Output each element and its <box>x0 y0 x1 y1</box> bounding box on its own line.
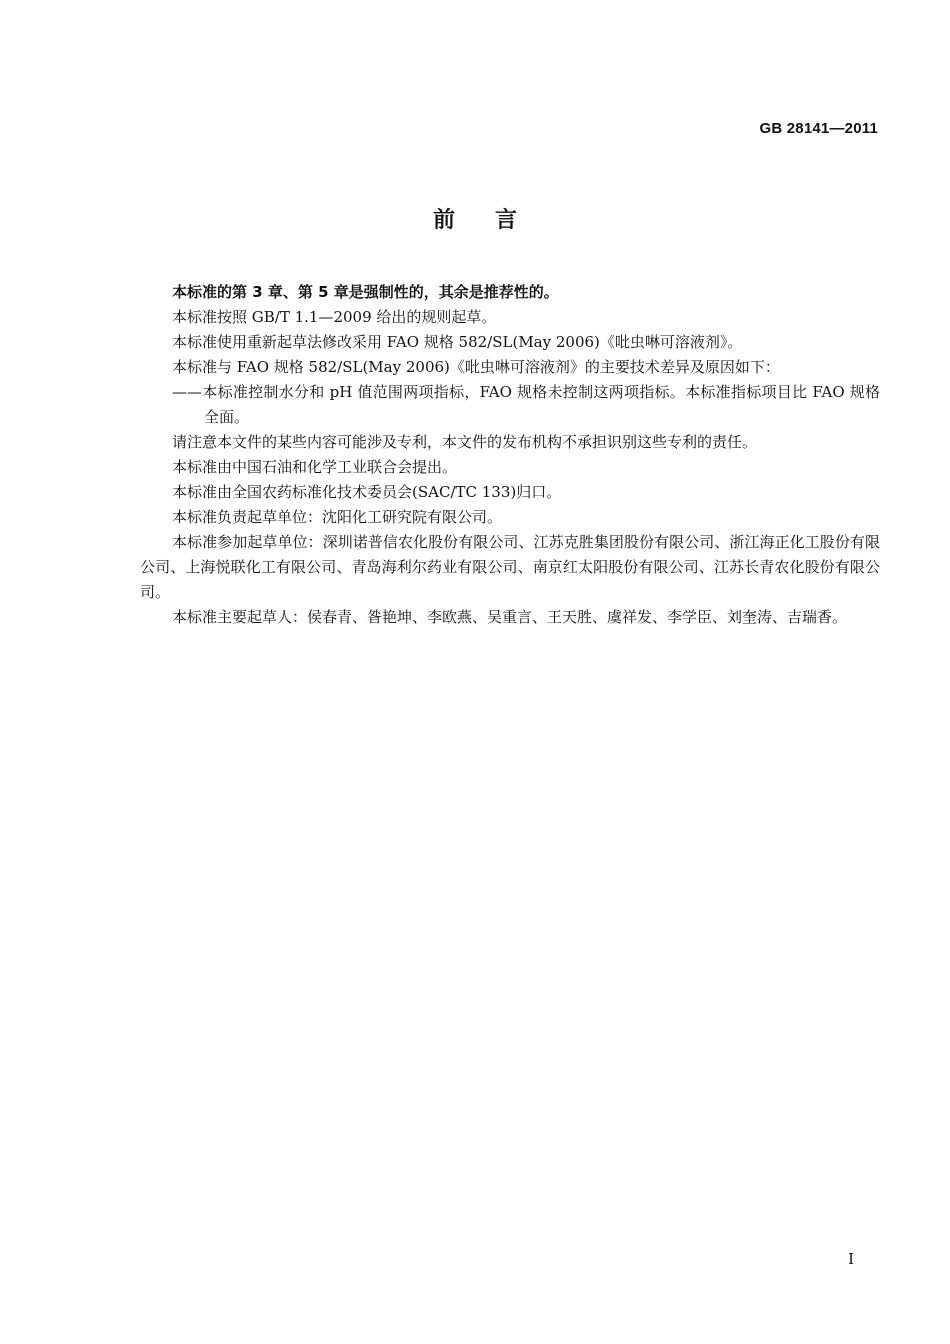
patent-notice-paragraph: 请注意本文件的某些内容可能涉及专利，本文件的发布机构不承担识别这些专利的责任。 <box>172 433 758 451</box>
difference-list-item: ——本标准控制水分和 pH 值范围两项指标，FAO 规格未控制这两项指标。本标准指标项目比 FAO 规格全面。 <box>172 383 880 426</box>
standard-code: GB 28141—2011 <box>759 120 878 137</box>
participating-drafters-paragraph: 本标准参加起草单位：深圳诺普信农化股份有限公司、江苏克胜集团股份有限公司、浙江海正化工股份有限公司、上海悦联化工有限公司、青岛海利尔药业有限公司、南京红太阳股份有限公司、江苏长青农化股份有限公司。 <box>140 533 880 601</box>
centralized-management-paragraph: 本标准由全国农药标准化技术委员会(SAC/TC 133)归口。 <box>172 483 562 501</box>
responsible-drafter-paragraph: 本标准负责起草单位：沈阳化工研究院有限公司。 <box>172 508 503 526</box>
foreword-body <box>140 280 880 630</box>
differences-intro-paragraph: 本标准与 FAO 规格 582/SL(May 2006)《吡虫啉可溶液剂》的主要技术差异及原因如下： <box>172 358 780 376</box>
adoption-paragraph: 本标准使用重新起草法修改采用 FAO 规格 582/SL(May 2006)《吡虫啉可溶液剂》。 <box>172 333 743 351</box>
drafting-rules-paragraph: 本标准按照 GB/T 1.1—2009 给出的规则起草。 <box>172 308 497 326</box>
page-title: 前言 <box>432 208 557 233</box>
proposer-paragraph: 本标准由中国石油和化学工业联合会提出。 <box>172 458 458 476</box>
main-drafters-paragraph: 本标准主要起草人：侯春青、昝艳坤、李欧燕、吴重言、王天胜、虞祥发、李学臣、刘奎涛、吉瑞香。 <box>172 608 848 626</box>
page-number: I <box>848 1250 854 1268</box>
mandatory-clause-paragraph: 本标准的第 3 章、第 5 章是强制性的，其余是推荐性的。 <box>172 283 559 301</box>
